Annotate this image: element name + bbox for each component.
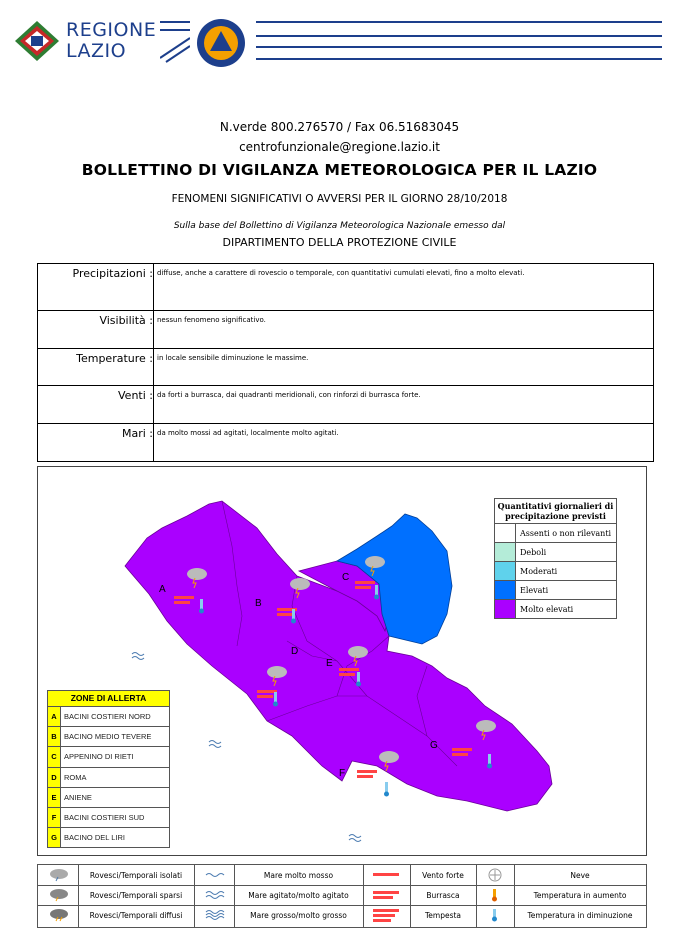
protezione-civile-logo-icon: [196, 18, 246, 68]
zone-letter: E: [48, 788, 61, 807]
wind-gale-icon: [372, 889, 402, 901]
zone-letter-e: E: [326, 658, 333, 669]
alert-zones-table: [47, 690, 170, 848]
zone-name: BACINO DEL LIRI: [64, 833, 125, 843]
brand-line2: LAZIO: [66, 40, 127, 62]
zone-row: [48, 828, 169, 847]
page-subtitle: FENOMENI SIGNIFICATIVI O AVVERSI PER IL GIORNO 28/10/2018: [171, 193, 508, 205]
legend-label: Burrasca: [426, 890, 460, 900]
legend-swatch: [495, 581, 516, 599]
wind-strong-icon: [372, 870, 402, 880]
legend-swatch: [495, 524, 516, 542]
zone-row: [48, 747, 169, 767]
sea-wave-icon: [132, 653, 144, 660]
legend-label: Temperatura in diminuzione: [527, 910, 633, 920]
legend-swatch: [495, 543, 516, 561]
legend-label: Assenti o non rilevanti: [520, 528, 612, 538]
precipitation-legend-title: Quantitativi giornalieri di precipitazione previsti: [495, 499, 616, 524]
temperature-down-icon: [488, 908, 502, 922]
sea-rough-icon: [204, 870, 226, 880]
zone-name: APPENINO DI RIETI: [64, 752, 134, 762]
zone-letter-f: F: [339, 768, 346, 779]
department-name: DIPARTIMENTO DELLA PROTEZIONE CIVILE: [222, 236, 457, 249]
row-label: Venti :: [118, 389, 153, 402]
legend-label: Rovesci/Temporali diffusi: [89, 910, 183, 920]
row-label: Temperature :: [76, 352, 153, 365]
zone-letter-b: B: [255, 598, 262, 609]
zone-letter: B: [48, 727, 61, 746]
row-label: Visibilità :: [99, 314, 153, 327]
contact-email[interactable]: centrofunzionale@regione.lazio.it: [239, 140, 440, 154]
row-text: da molto mossi ad agitati, localmente molto agitati.: [157, 429, 339, 437]
zone-letter-g: G: [430, 740, 438, 751]
zone-name: BACINI COSTIERI NORD: [64, 712, 151, 722]
legend-label: Rovesci/Temporali isolati: [89, 870, 183, 880]
wind-storm-icon: [372, 908, 402, 922]
row-text: diffuse, anche a carattere di rovescio o temporale, con quantitativi cumulati elevati, fino a molto elevati.: [157, 269, 525, 277]
legend-label: Mare grosso/molto grosso: [250, 910, 347, 920]
row-text: nessun fenomeno significativo.: [157, 316, 266, 324]
legend-label: Tempesta: [424, 910, 462, 920]
row-label: Precipitazioni :: [72, 267, 153, 280]
zone-name: BACINI COSTIERI SUD: [64, 813, 145, 823]
legend-label: Mare agitato/molto agitato: [248, 890, 349, 900]
legend-label: Vento forte: [422, 870, 464, 880]
zone-name: ANIENE: [64, 792, 92, 802]
table-row: [38, 385, 653, 424]
row-text: da forti a burrasca, dai quadranti meridionali, con rinforzi di burrasca forte.: [157, 391, 421, 399]
table-row: [38, 310, 653, 349]
legend-label: Deboli: [520, 547, 547, 557]
table-row: [38, 264, 653, 310]
row-text: in locale sensibile diminuzione le massime.: [157, 354, 309, 362]
zone-row: [48, 788, 169, 808]
zone-name: BACINO MEDIO TEVERE: [64, 732, 152, 742]
zone-row: [48, 808, 169, 828]
legend-label: Temperatura in aumento: [533, 890, 627, 900]
temperature-up-icon: [488, 888, 502, 902]
zone-letter: G: [48, 828, 61, 847]
legend-item: [495, 562, 616, 581]
sea-agitated-icon: [204, 890, 226, 900]
zone-row: [48, 768, 169, 788]
regione-lazio-crest-icon: [14, 20, 60, 62]
precipitation-legend: [494, 498, 617, 619]
legend-label: Molto elevati: [520, 604, 574, 614]
symbol-legend: [37, 864, 647, 928]
zone-letter-d: D: [291, 646, 299, 657]
legend-label: Mare molto mosso: [263, 870, 334, 880]
legend-label: Moderati: [520, 566, 558, 576]
legend-swatch: [495, 600, 516, 618]
brand-line1: REGIONE: [66, 19, 157, 41]
table-row: [38, 348, 653, 386]
alert-zones-title: ZONE DI ALLERTA: [48, 691, 169, 707]
zone-letter: C: [48, 747, 61, 766]
zone-letter-c: C: [342, 572, 350, 583]
row-label: Mari :: [121, 427, 153, 440]
phenomena-table: [37, 263, 654, 462]
zone-letter-a: A: [159, 584, 166, 595]
zone-letter: D: [48, 768, 61, 787]
zone-letter: A: [48, 707, 61, 726]
zone-row: [48, 727, 169, 747]
header-rule: [256, 18, 662, 62]
contact-phone: N.verde 800.276570 / Fax 06.51683045: [219, 120, 460, 134]
wind-flag-icon: [357, 770, 377, 778]
legend-label: Elevati: [520, 585, 549, 595]
storm-scattered-icon: [48, 888, 70, 902]
snow-icon: [486, 868, 504, 882]
legend-swatch: [495, 562, 516, 580]
storm-diffuse-icon: [48, 908, 70, 922]
legend-item: [495, 600, 616, 618]
basis-note: Sulla base del Bollettino di Vigilanza Meteorologica Nazionale emesso dal: [173, 221, 506, 231]
zone-row: [48, 707, 169, 727]
legend-item: [495, 543, 616, 562]
legend-label: Rovesci/Temporali sparsi: [89, 890, 183, 900]
legend-label: Neve: [570, 870, 590, 880]
sea-wave-icon: [349, 835, 361, 842]
table-row: [38, 423, 653, 462]
brand-swoosh-icon: [160, 18, 190, 64]
sea-heavy-icon: [204, 909, 226, 921]
zone-letter: F: [48, 808, 61, 827]
sea-wave-icon: [209, 741, 221, 748]
page-title: BOLLETTINO DI VIGILANZA METEOROLOGICA PER IL LAZIO: [81, 161, 598, 179]
temperature-down-icon: [384, 782, 389, 797]
legend-item: [495, 524, 616, 543]
brand-text: [66, 20, 156, 62]
legend-item: [495, 581, 616, 600]
storm-isolated-icon: [48, 868, 70, 882]
zone-name: ROMA: [64, 772, 87, 782]
